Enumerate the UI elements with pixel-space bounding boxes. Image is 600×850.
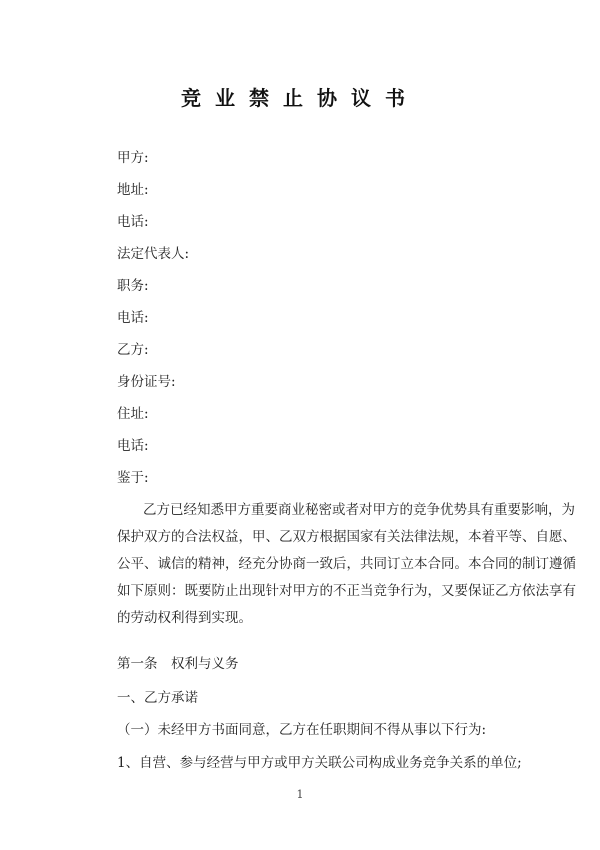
article-heading: 第一条 权利与义务 xyxy=(117,656,239,672)
list-item: 1、自营、参与经营与甲方或甲方关联公司构成业务竞争关系的单位; xyxy=(117,755,522,771)
field-whereas: 鉴于: xyxy=(117,470,149,486)
field-id-number: 身份证号: xyxy=(117,374,176,390)
field-phone-b: 电话: xyxy=(117,438,149,454)
section-heading: 一、乙方承诺 xyxy=(117,690,198,706)
document-title: 竞业禁止协议书 xyxy=(181,86,419,110)
preamble-line: 公平、诚信的精神，经充分协商一致后，共同订立本合同。本合同的制订遵循 xyxy=(117,556,576,572)
subsection-heading: （一）未经甲方书面同意，乙方在任职期间不得从事以下行为: xyxy=(117,722,487,738)
field-legal-representative: 法定代表人: xyxy=(117,246,190,262)
preamble-line: 乙方已经知悉甲方重要商业秘密或者对甲方的竞争优势具有重要影响，为 xyxy=(143,502,575,518)
field-party-b: 乙方: xyxy=(117,342,149,358)
field-residence: 住址: xyxy=(117,406,149,422)
preamble-line: 如下原则：既要防止出现针对甲方的不正当竞争行为，又要保证乙方依法享有 xyxy=(117,583,576,599)
preamble-line: 保护双方的合法权益，甲、乙双方根据国家有关法律法规，本着平等、自愿、 xyxy=(117,529,576,545)
field-address-a: 地址: xyxy=(117,182,149,198)
page-number: 1 xyxy=(296,788,304,801)
field-phone-a: 电话: xyxy=(117,214,149,230)
field-position: 职务: xyxy=(117,278,149,294)
field-party-a: 甲方: xyxy=(117,150,149,166)
field-phone-representative: 电话: xyxy=(117,310,149,326)
preamble-line: 的劳动权利得到实现。 xyxy=(117,610,252,626)
